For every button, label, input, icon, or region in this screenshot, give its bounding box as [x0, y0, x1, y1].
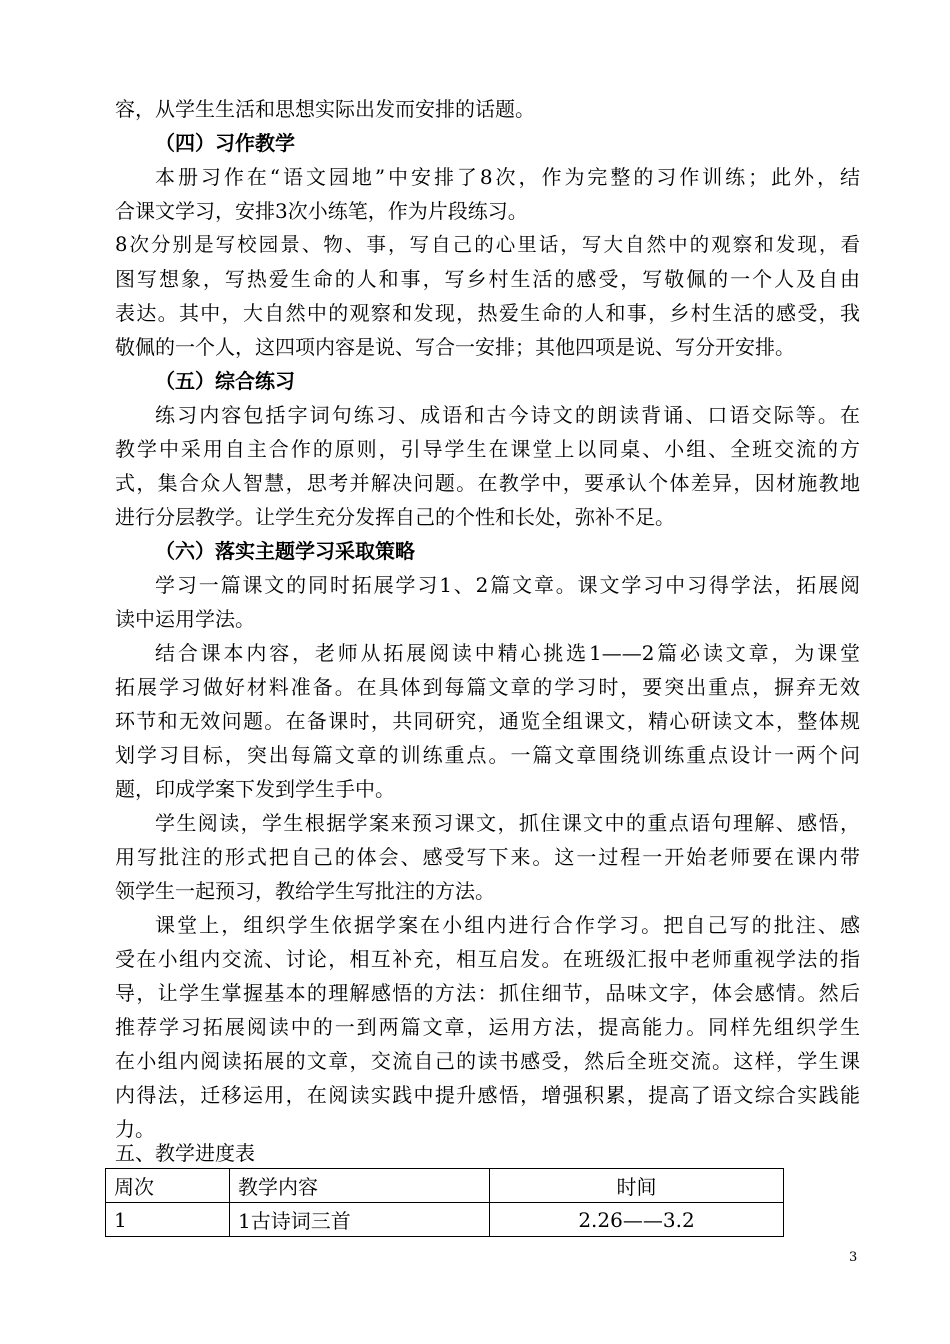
paragraph-line: 容，从学生生活和思想实际出发而安排的话题。: [115, 97, 535, 121]
column-header-time: 时间: [490, 1169, 784, 1203]
paragraph-line: 力。: [115, 1117, 155, 1141]
paragraph-line: 用写批注的形式把自己的体会、感受写下来。这一过程一开始老师要在课内带: [115, 845, 860, 869]
section-heading-5: （五）综合练习: [155, 369, 295, 393]
table-cell-content: 1古诗词三首: [230, 1203, 490, 1237]
section-heading-4: （四）习作教学: [155, 131, 295, 155]
table-cell-week: 1: [106, 1203, 230, 1237]
paragraph-line: 拓展学习做好材料准备。在具体到每篇文章的学习时，要突出重点，摒弃无效: [115, 675, 860, 699]
paragraph-line: 教学中采用自主合作的原则，引导学生在课堂上以同桌、小组、全班交流的方: [115, 437, 860, 461]
paragraph-line: 推荐学习拓展阅读中的一到两篇文章，运用方法，提高能力。同样先组织学生: [115, 1015, 860, 1039]
teaching-schedule-table: [105, 1168, 784, 1237]
paragraph-line: 内得法，迁移运用，在阅读实践中提升感悟，增强积累，提高了语文综合实践能: [115, 1083, 860, 1107]
paragraph-line: 学习一篇课文的同时拓展学习1、2篇文章。课文学习中习得学法，拓展阅: [155, 573, 860, 597]
table-row: [106, 1203, 784, 1237]
table-header-row: [106, 1169, 784, 1203]
paragraph-line: 在小组内阅读拓展的文章，交流自己的读书感受，然后全班交流。这样，学生课: [115, 1049, 860, 1073]
paragraph-line: 划学习目标，突出每篇文章的训练重点。一篇文章围绕训练重点设计一两个问: [115, 743, 860, 767]
section-heading-6: （六）落实主题学习采取策略: [155, 539, 415, 563]
paragraph-line: 题，印成学案下发到学生手中。: [115, 777, 395, 801]
paragraph-line: 课堂上，组织学生依据学案在小组内进行合作学习。把自己写的批注、感: [155, 913, 860, 937]
paragraph-line: 合课文学习，安排3次小练笔，作为片段练习。: [115, 199, 528, 223]
paragraph-line: 练习内容包括字词句练习、成语和古今诗文的朗读背诵、口语交际等。在: [155, 403, 860, 427]
paragraph-line: 结合课本内容，老师从拓展阅读中精心挑选1——2篇必读文章，为课堂: [155, 641, 860, 665]
paragraph-line: 导，让学生掌握基本的理解感悟的方法：抓住细节，品味文字，体会感情。然后: [115, 981, 860, 1005]
table-caption: 五、教学进度表: [115, 1141, 255, 1165]
paragraph-line: 图写想象，写热爱生命的人和事，写乡村生活的感受，写敬佩的一个人及自由: [115, 267, 860, 291]
paragraph-line: 领学生一起预习，教给学生写批注的方法。: [115, 879, 495, 903]
paragraph-line: 学生阅读，学生根据学案来预习课文，抓住课文中的重点语句理解、感悟，: [155, 811, 860, 835]
page-number: 3: [849, 1250, 858, 1265]
paragraph-line: 进行分层教学。让学生充分发挥自己的个性和长处，弥补不足。: [115, 505, 675, 529]
paragraph-line: 环节和无效问题。在备课时，共同研究，通览全组课文，精心研读文本，整体规: [115, 709, 860, 733]
paragraph-line: 8次分别是写校园景、物、事，写自己的心里话，写大自然中的观察和发现，看: [115, 233, 860, 256]
column-header-content: 教学内容: [230, 1169, 490, 1203]
table-cell-time: 2.26——3.2: [490, 1203, 784, 1237]
paragraph-line: 敬佩的一个人，这四项内容是说、写合一安排；其他四项是说、写分开安排。: [115, 335, 795, 359]
column-header-week: 周次: [106, 1169, 230, 1203]
paragraph-line: 式，集合众人智慧，思考并解决问题。在教学中，要承认个体差异，因材施教地: [115, 471, 860, 495]
paragraph-line: 受在小组内交流、讨论，相互补充，相互启发。在班级汇报中老师重视学法的指: [115, 947, 860, 971]
paragraph-line: 读中运用学法。: [115, 607, 255, 631]
paragraph-line: 表达。其中，大自然中的观察和发现，热爱生命的人和事，乡村生活的感受，我: [115, 301, 860, 325]
paragraph-line: 本册习作在“语文园地”中安排了8次，作为完整的习作训练；此外，结: [155, 165, 860, 189]
